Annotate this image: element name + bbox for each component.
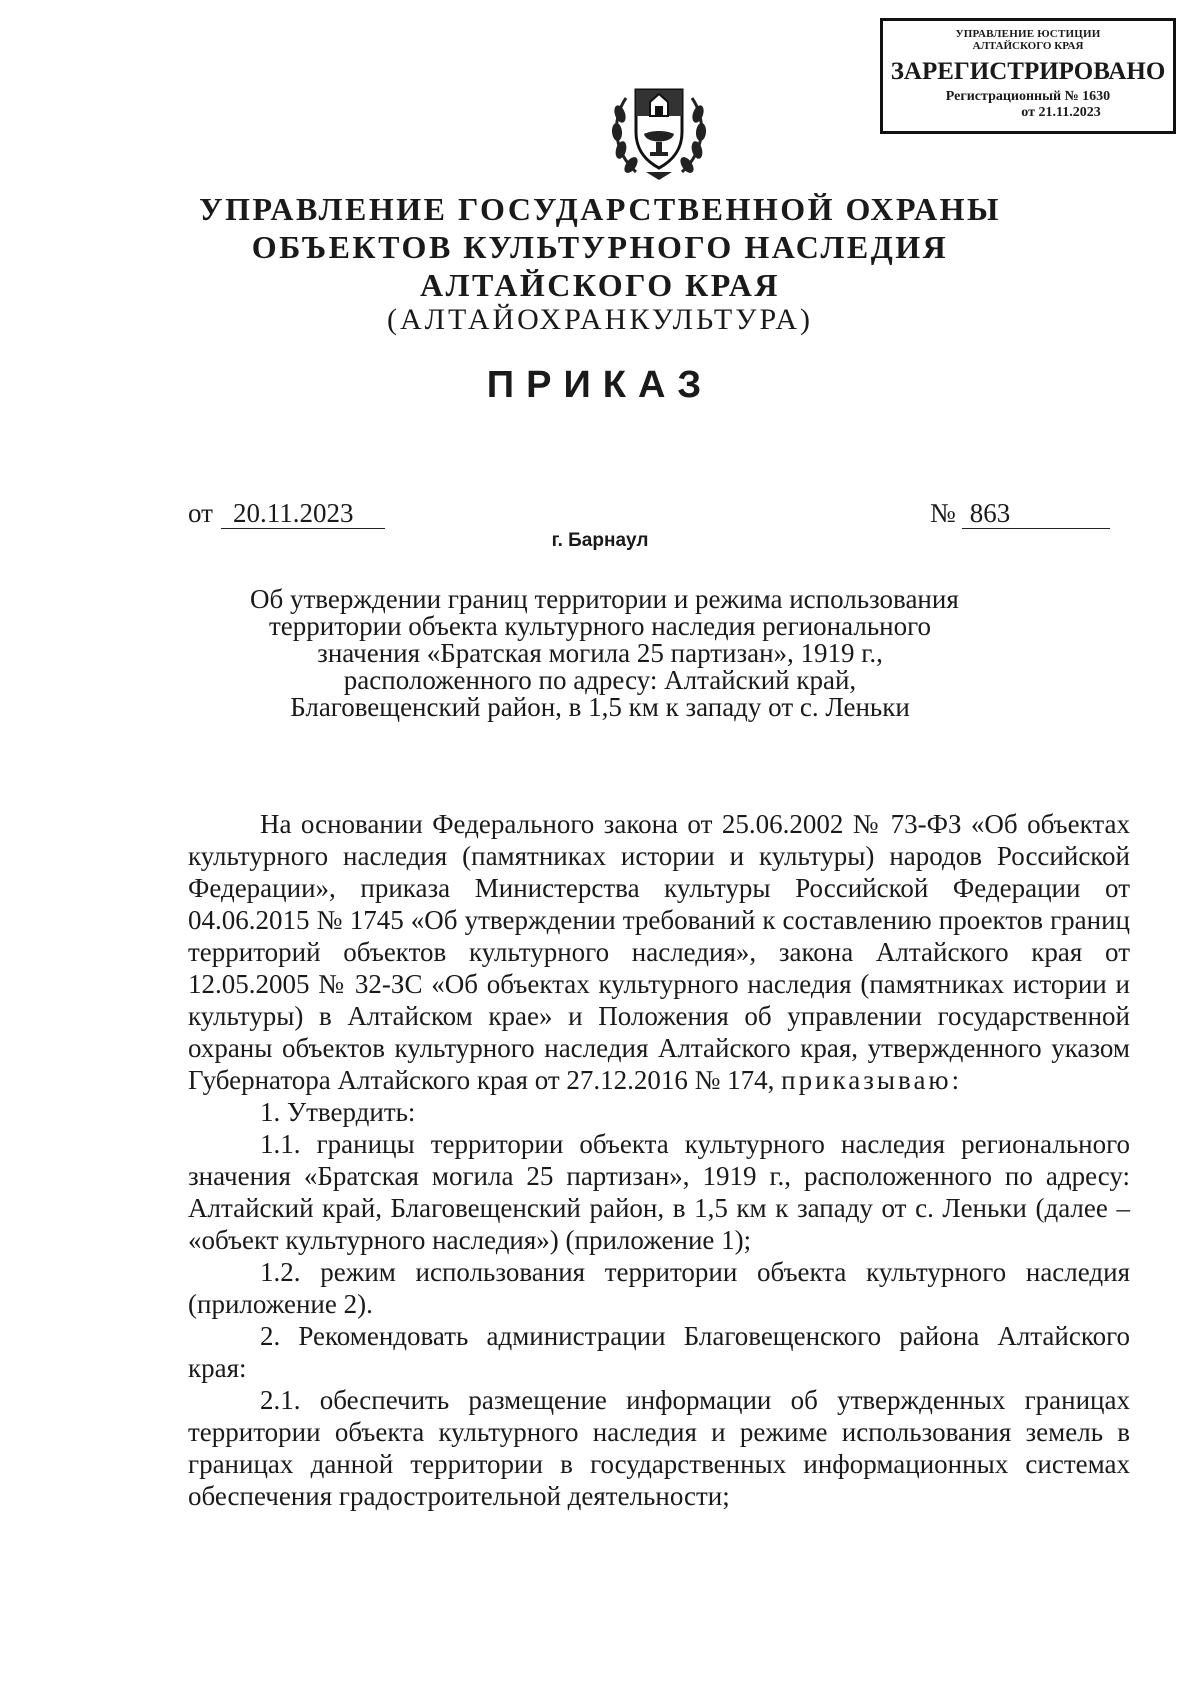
order-word: приказываю: — [781, 1065, 963, 1095]
subject-line: расположенного по адресу: Алтайский край, — [343, 665, 857, 695]
clause-1-2: 1.2. режим использования территории объекта культурного наследия (приложение 2). — [188, 1257, 1130, 1319]
city: г. Барнаул — [551, 530, 649, 551]
order-body — [188, 808, 1130, 1512]
order-number — [930, 498, 1110, 529]
stamp-title: ЗАРЕГИСТРИРОВАНО — [890, 58, 1166, 85]
number-value: 863 — [962, 498, 1110, 529]
document-type: ПРИКАЗ — [486, 364, 714, 406]
org-short-name: (АЛТАЙОХРАНКУЛЬТУРА) — [387, 303, 813, 336]
date-value: 20.11.2023 — [221, 498, 385, 529]
registration-stamp — [880, 18, 1176, 134]
subject-line: значения «Братская могила 25 партизан», 1919 г., — [317, 638, 883, 668]
clause-2: 2. Рекомендовать администрации Благовещенского района Алтайского края: — [188, 1321, 1130, 1383]
preamble-paragraph — [188, 808, 1130, 1096]
stamp-registration-number: Регистрационный № 1630 — [945, 89, 1111, 104]
stamp-registration-date: от 21.11.2023 — [1021, 105, 1101, 120]
org-name-line2: ОБЪЕКТОВ КУЛЬТУРНОГО НАСЛЕДИЯ — [251, 229, 949, 265]
clause-1: 1. Утвердить: — [260, 1097, 416, 1127]
order-date — [188, 498, 385, 529]
order-subject — [250, 584, 959, 722]
subject-line: Об утверждении границ территории и режима использования — [250, 584, 959, 614]
number-prefix: № — [930, 498, 956, 528]
stamp-agency-line2: АЛТАЙСКОГО КРАЯ — [972, 40, 1084, 52]
preamble-text: На основании Федерального закона от 25.06.2002 № 73-ФЗ «Об объектах культурного наследия (памятниках истории и культуры) народов Российской Федерации», приказа Министерства культуры Российской Федерации от 04.06.2015 № 1745 «Об утверждении требований к составлению проектов границ территорий объектов культурного наследия», закона Алтайского края от 12.05.2005 № 32-ЗС «Об объектах культурного наследия (памятниках истории и культуры) в Алтайском крае» и Положения об управлении государственной охраны объектов культурного наследия Алтайского края, утвержденного указом Губернатора Алтайского края от 27.12.2016 № 174, — [188, 809, 1130, 1095]
stamp-agency-line1: УПРАВЛЕНИЕ ЮСТИЦИИ — [955, 28, 1101, 40]
subject-line: территории объекта культурного наследия регионального — [268, 611, 931, 641]
date-prefix: от — [188, 498, 213, 528]
subject-line: Благовещенский район, в 1,5 км к западу от с. Леньки — [290, 692, 910, 722]
clause-1-1: 1.1. границы территории объекта культурного наследия регионального значения «Братская могила 25 партизан», 1919 г., расположенного по адресу: Алтайский край, Благовещенский район, в 1,5 км к западу от с. Леньки (далее – «объект культурного наследия») (приложение 1); — [188, 1129, 1130, 1255]
clause-2-1: 2.1. обеспечить размещение информации об утвержденных границах территории объекта культурного наследия и режиме использования земель в границах данной территории в государственных информационных системах обеспечения градостроительной деятельности; — [188, 1385, 1130, 1511]
org-name-line3: АЛТАЙСКОГО КРАЯ — [420, 267, 780, 303]
org-name-line1: УПРАВЛЕНИЕ ГОСУДАРСТВЕННОЙ ОХРАНЫ — [199, 191, 1001, 227]
coat-of-arms-icon — [606, 68, 712, 184]
